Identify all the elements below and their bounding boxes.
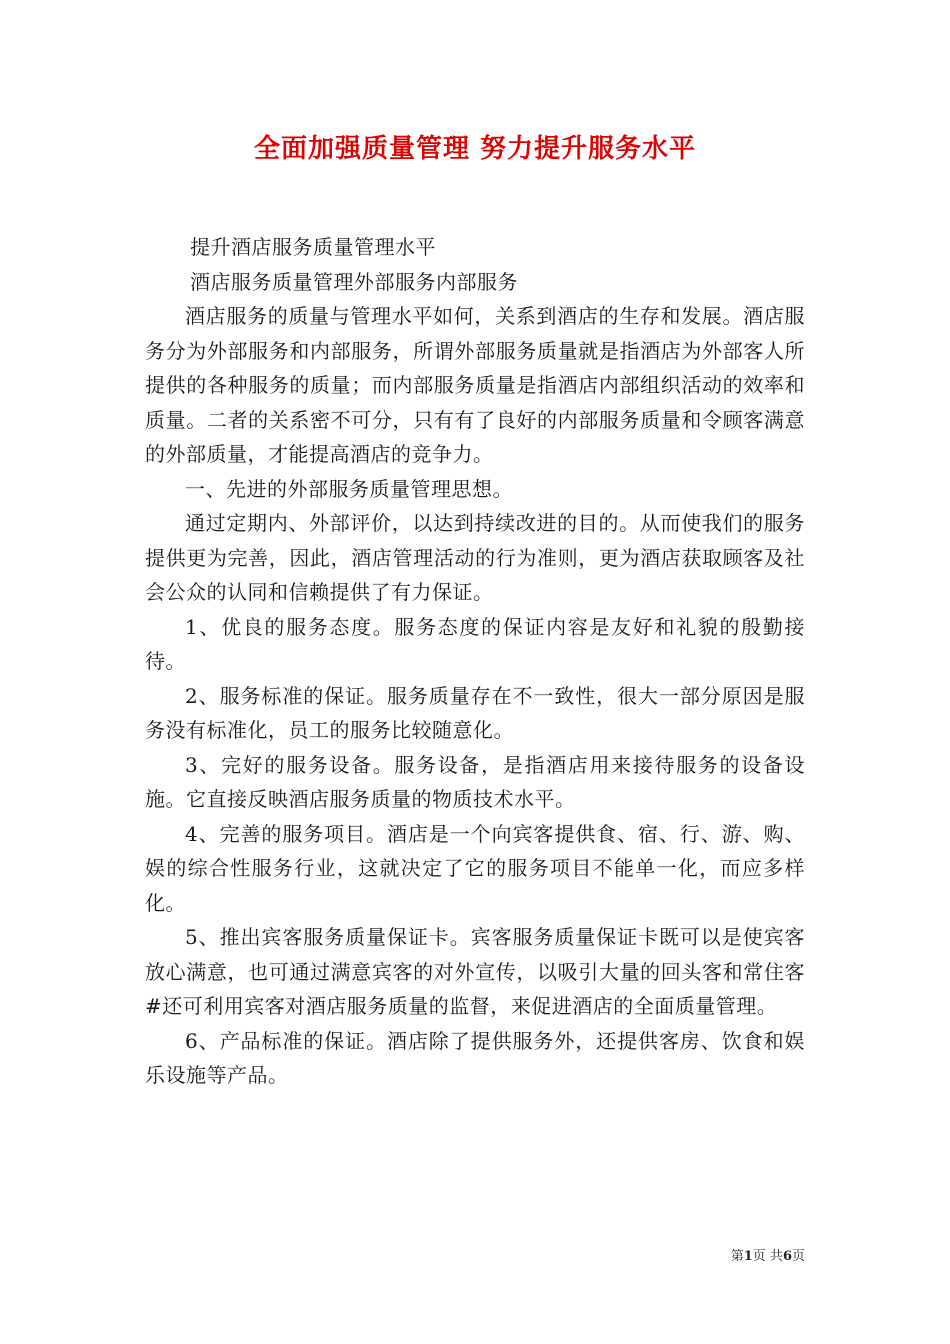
- list-item: 5、推出宾客服务质量保证卡。宾客服务质量保证卡既可以是使宾客放心满意，也可通过满意宾客的对外宣传，以吸引大量的回头客和常住客#还可利用宾客对酒店服务质量的监督，来促进酒店的全面质量管理。: [145, 925, 805, 1018]
- list-item: 3、完好的服务设备。服务设备，是指酒店用来接待服务的设备设施。它直接反映酒店服务质量的物质技术水平。: [145, 752, 805, 811]
- paragraph-keywords: 酒店服务质量管理外部服务内部服务: [190, 269, 518, 294]
- paragraph-heading: 提升酒店服务质量管理水平: [190, 235, 436, 259]
- total-page-number: 6: [782, 1249, 792, 1264]
- paragraph: 通过定期内、外部评价，以达到持续改进的目的。从而使我们的服务提供更为完善，因此，酒店管理活动的行为准则，更为酒店获取顾客及社会公众的认同和信赖提供了有力保证。: [145, 511, 805, 604]
- list-item: 6、产品标准的保证。酒店除了提供服务外，还提供客房、饮食和娱乐设施等产品。: [145, 1028, 805, 1087]
- document-title: 全面加强质量管理 努力提升服务水平: [253, 134, 697, 164]
- footer-middle: 页 共: [752, 1249, 783, 1264]
- footer-suffix: 页: [791, 1249, 805, 1264]
- document-body: [145, 230, 805, 1093]
- list-item: 2、服务标准的保证。服务质量存在不一致性，很大一部分原因是服务没有标准化，员工的服务比较随意化。: [145, 683, 805, 742]
- current-page-number: 1: [743, 1249, 753, 1264]
- paragraph-intro: 酒店服务的质量与管理水平如何，关系到酒店的生存和发展。酒店服务分为外部服务和内部服务，所谓外部服务质量就是指酒店为外部客人所提供的各种服务的质量；而内部服务质量是指酒店内部组织活动的效率和质量。二者的关系密不可分，只有有了良好的内部服务质量和令顾客满意的外部质量，才能提高酒店的竞争力。: [145, 304, 805, 466]
- footer-prefix: 第: [730, 1249, 744, 1264]
- section-heading: 一、先进的外部服务质量管理思想。: [185, 476, 513, 501]
- list-item: 4、完善的服务项目。酒店是一个向宾客提供食、宿、行、游、购、娱的综合性服务行业，这就决定了它的服务项目不能单一化，而应多样化。: [145, 821, 805, 915]
- list-item: 1、优良的服务态度。服务态度的保证内容是友好和礼貌的殷勤接待。: [145, 614, 805, 673]
- page-number-footer: [731, 1248, 805, 1266]
